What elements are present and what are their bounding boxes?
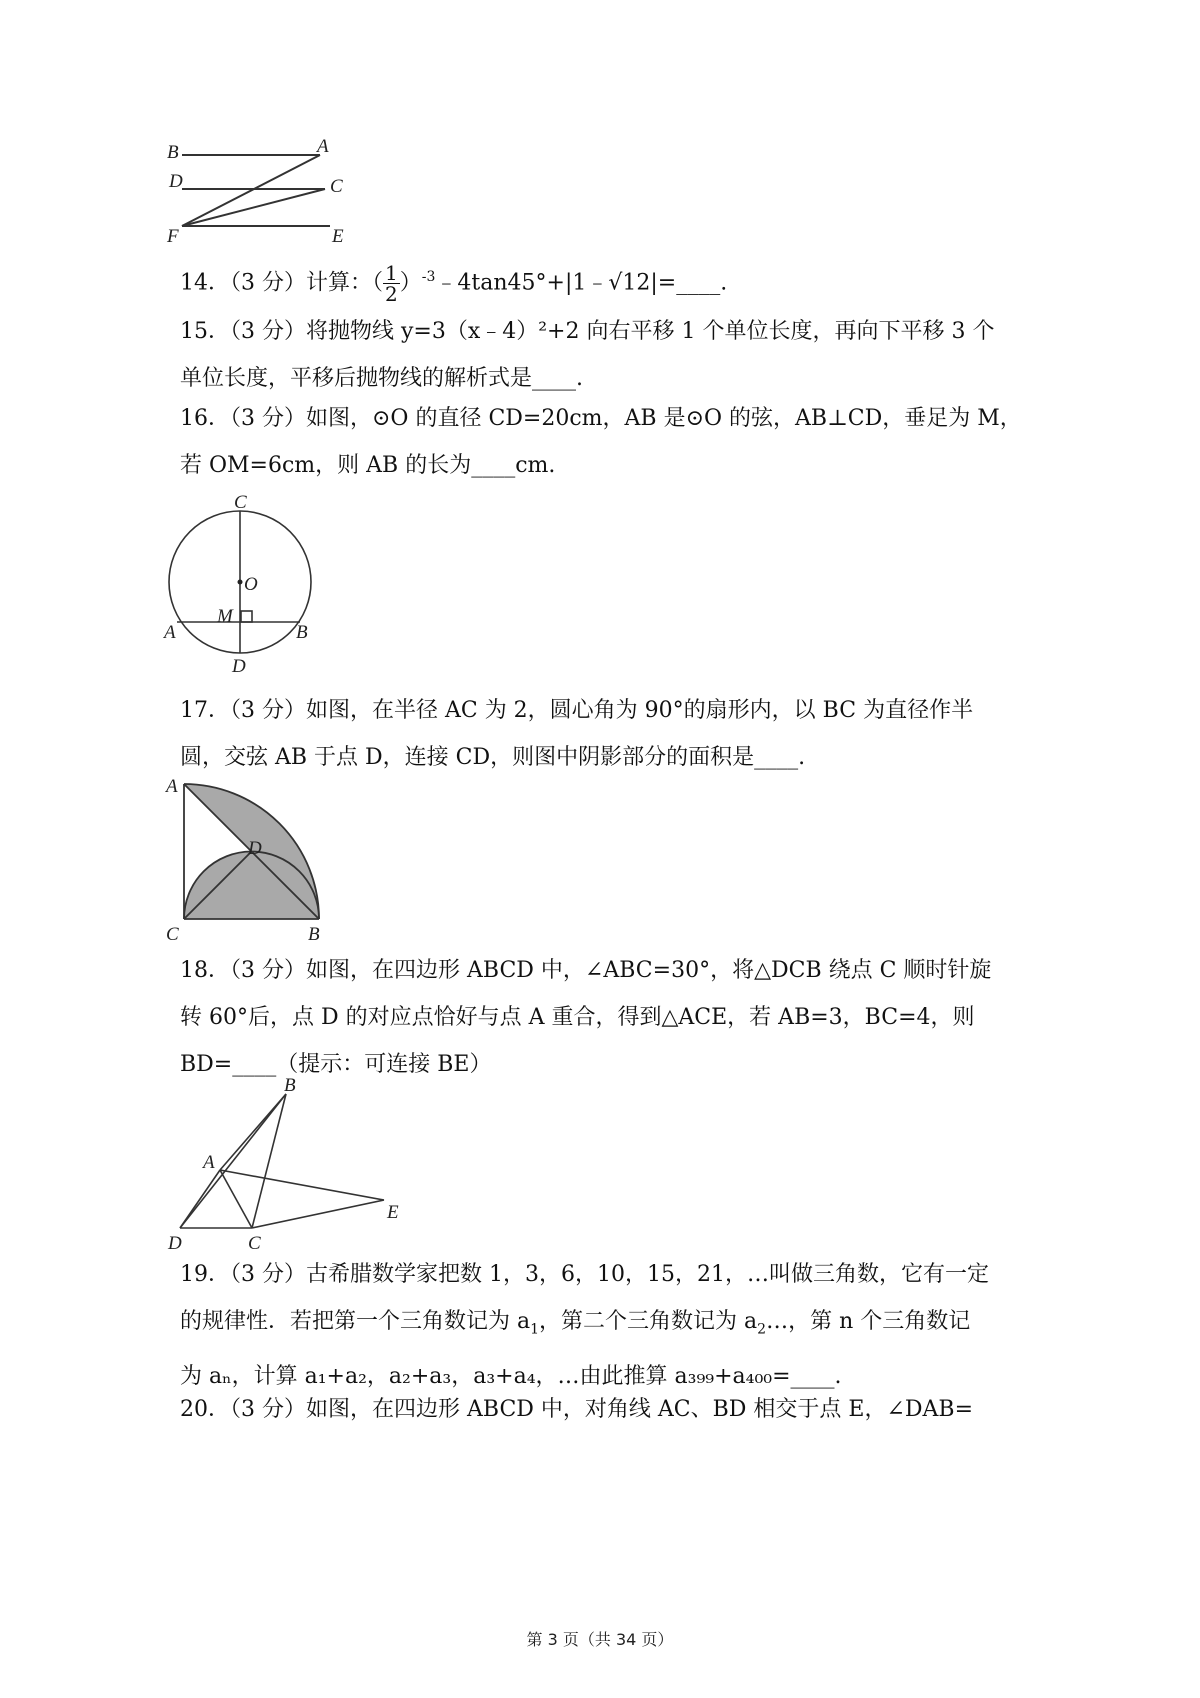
label-M: M — [217, 606, 233, 627]
q16-line1: 16．（3 分）如图，⊙O 的直径 CD=20cm，AB 是⊙O 的弦，AB⊥CD，垂足为 M， — [180, 406, 1022, 431]
label-C: C — [248, 1233, 261, 1254]
q20-line1: 20．（3 分）如图，在四边形 ABCD 中，对角线 AC、BD 相交于点 E，∠DAB= — [180, 1397, 974, 1422]
question-19 — [180, 1251, 1040, 1400]
q19-line3: 为 aₙ，计算 a₁+a₂，a₂+a₃，a₃+a₄，…由此推算 a₃₉₉+a₄₀₀=____. — [180, 1364, 842, 1390]
question-17 — [180, 687, 1040, 781]
q17-line1: 17．（3 分）如图，在半径 AC 为 2，圆心角为 90°的扇形内，以 BC 为直径作半 — [180, 698, 974, 723]
q14-middle: ﹣4tan45°+|1﹣ — [435, 270, 609, 296]
figure-parallel-lines — [165, 136, 365, 248]
label-B: B — [167, 142, 179, 163]
fraction-numerator: 1 — [385, 260, 398, 285]
q19-line2-a: 的规律性．若把第一个三角数记为 a — [180, 1309, 531, 1334]
q19-line2-c: …，第 n 个三角数记 — [766, 1309, 971, 1334]
q19-sub1: 1 — [530, 1321, 540, 1338]
label-A: A — [164, 622, 176, 643]
q19-line2 — [180, 1298, 1040, 1353]
label-B: B — [296, 622, 308, 643]
q14-exponent: -3 — [421, 269, 436, 285]
q18-line3: BD=____（提示：可连接 BE） — [180, 1052, 492, 1077]
label-D: D — [168, 1233, 182, 1254]
label-C: C — [166, 924, 179, 945]
label-D: D — [232, 656, 246, 677]
q14-radical: √12 — [608, 270, 651, 296]
figure-circle — [162, 490, 332, 680]
label-A: A — [317, 136, 329, 157]
q15-line2: 单位长度，平移后抛物线的解析式是____. — [180, 366, 583, 391]
q14-tail: |=____. — [650, 270, 728, 296]
q18-line1: 18．（3 分）如图，在四边形 ABCD 中，∠ABC=30°，将△DCB 绕点 C 顺时针旋 — [180, 958, 992, 983]
fraction-denominator: 2 — [385, 281, 398, 306]
label-C: C — [234, 492, 247, 513]
figure-quadrilateral — [162, 1076, 412, 1256]
q16-line2: 若 OM=6cm，则 AB 的长为____cm. — [180, 453, 556, 478]
q14-close-paren: ） — [399, 270, 422, 296]
question-15 — [180, 308, 1040, 402]
q19-sub2: 2 — [757, 1321, 767, 1338]
label-C: C — [330, 176, 343, 197]
label-A: A — [203, 1152, 215, 1173]
label-E: E — [332, 226, 344, 247]
fraction — [383, 260, 400, 306]
page-footer: 第 3 页（共 34 页） — [526, 1630, 674, 1649]
label-B: B — [308, 924, 320, 945]
question-16 — [180, 395, 1040, 489]
q14-prefix: 14．（3 分）计算：（ — [180, 270, 383, 296]
label-E: E — [387, 1202, 399, 1223]
question-18 — [180, 947, 1040, 1088]
q19-line1: 19．（3 分）古希腊数学家把数 1，3，6，10，15，21，…叫做三角数，它有一定 — [180, 1262, 989, 1287]
q17-line2: 圆，交弦 AB 于点 D，连接 CD，则图中阴影部分的面积是____. — [180, 745, 806, 770]
label-A: A — [166, 776, 178, 797]
q19-line2-b: ，第二个三角数记为 a — [539, 1309, 758, 1334]
label-O: O — [244, 574, 258, 595]
figure-sector — [162, 776, 337, 946]
label-D: D — [169, 171, 183, 192]
q15-line1: 15．（3 分）将抛物线 y=3（x﹣4）²+2 向右平移 1 个单位长度，再向下平移 3 个 — [180, 319, 995, 344]
question-14 — [180, 254, 1040, 306]
question-20 — [180, 1386, 1040, 1433]
label-B: B — [284, 1076, 296, 1096]
label-F: F — [167, 226, 179, 247]
q18-line2: 转 60°后，点 D 的对应点恰好与点 A 重合，得到△ACE，若 AB=3，BC=4，则 — [180, 1005, 975, 1030]
label-D: D — [248, 838, 262, 859]
